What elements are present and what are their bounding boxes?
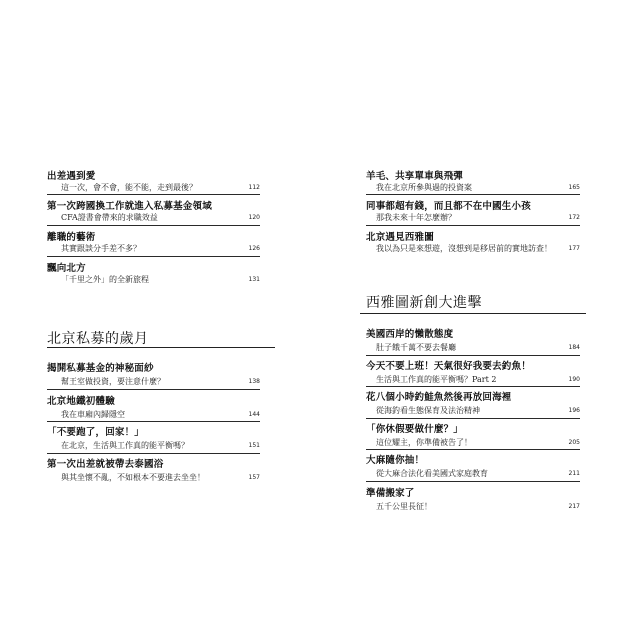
entry-page-number: 211 [568,470,580,477]
entry-subtitle: 我以為只是來想遊，沒想到是移居前的實地訪查！ [376,244,552,253]
entry-subtitle: 這位耀主，你準備被告了！ [376,438,472,447]
section-title: 西雅圖新創大進擊 [366,295,482,311]
entry-subtitle: 幫王室做投資，要注意什麼？ [61,377,165,386]
entry-subtitle: 從海釣看生態保育及法治精神 [376,406,480,415]
entry-title: 北京遇見西雅圖 [366,232,434,243]
entry-subtitle: 五千公里長征！ [376,502,432,511]
entry-title: 「不要跑了，回家！」 [47,427,145,438]
entry-subtitle: 從大麻合法化看美國式家庭教育 [376,469,488,478]
entry-page-number: 120 [248,214,260,221]
entry-title: 同事都超有錢，而且都不在中國生小孩 [366,201,531,212]
entry-page-number: 190 [568,376,580,383]
entry-page-number: 138 [248,378,260,385]
entry-page-number: 131 [248,276,260,283]
entry-title: 離職的藝術 [47,232,96,243]
entry-page-number: 144 [248,411,260,418]
entry-divider [47,256,260,257]
entry-page-number: 177 [568,245,580,252]
entry-title: 羊毛、共享單車與飛彈 [366,171,464,182]
entry-subtitle: 肚子餓千萬不要去餐廳 [376,343,456,352]
entry-page-number: 184 [568,344,580,351]
entry-divider [366,355,580,356]
entry-divider [47,194,260,195]
entry-page-number: 112 [248,184,260,191]
entry-title: 今天不要上班！天氣很好我要去釣魚！ [366,361,531,372]
section-divider [360,313,586,314]
entry-divider [47,421,260,422]
entry-divider [47,389,260,390]
entry-divider [366,418,580,419]
entry-title: 準備搬家了 [366,488,415,499]
entry-divider [47,225,260,226]
entry-subtitle: 我在北京所參與過的投資案 [376,183,472,192]
entry-subtitle: CFA證書會帶來的求職效益 [61,213,158,222]
entry-title: 揭開私募基金的神秘面紗 [47,363,154,374]
entry-title: 大麻隨你抽！ [366,455,425,466]
entry-page-number: 217 [568,503,580,510]
entry-divider [366,449,580,450]
entry-title: 北京地鐵初體驗 [47,396,115,407]
entry-title: 「你休假要做什麼？」 [366,424,464,435]
entry-page-number: 196 [568,407,580,414]
entry-divider [366,225,580,226]
entry-divider [366,481,580,482]
entry-subtitle: 這一次，會不會，能不能，走到最後？ [61,183,197,192]
entry-divider [366,386,580,387]
entry-subtitle: 與其坐懷不亂，不如根本不要進去坐坐！ [61,473,205,482]
entry-subtitle: 在北京，生活與工作真的能平衡嗎？ [61,441,189,450]
entry-divider [366,194,580,195]
entry-subtitle: 「千里之外」的全新旅程 [61,275,149,284]
entry-title: 第一次出差就被帶去泰國浴 [47,459,164,470]
entry-page-number: 205 [568,439,580,446]
entry-title: 花八個小時釣鮭魚然後再放回海裡 [366,392,512,403]
entry-title: 飄向北方 [47,263,86,274]
entry-title: 出差遇到愛 [47,171,96,182]
entry-title: 美國西岸的懶散態度 [366,329,454,340]
entry-subtitle: 那我未來十年怎麼辦？ [376,213,456,222]
entry-page-number: 165 [568,184,580,191]
entry-subtitle: 生活與工作真的能平衡嗎？Part 2 [376,375,497,384]
entry-divider [47,453,260,454]
entry-page-number: 157 [248,474,260,481]
section-divider [47,347,275,348]
entry-page-number: 151 [248,442,260,449]
entry-title: 第一次跨國換工作就進入私募基金領域 [47,201,212,212]
entry-subtitle: 其實跟談分手差不多？ [61,244,141,253]
entry-page-number: 126 [248,245,260,252]
section-title: 北京私募的歲月 [47,331,149,347]
entry-subtitle: 我在車廂內歸隱空 [61,410,125,419]
entry-page-number: 172 [568,214,580,221]
